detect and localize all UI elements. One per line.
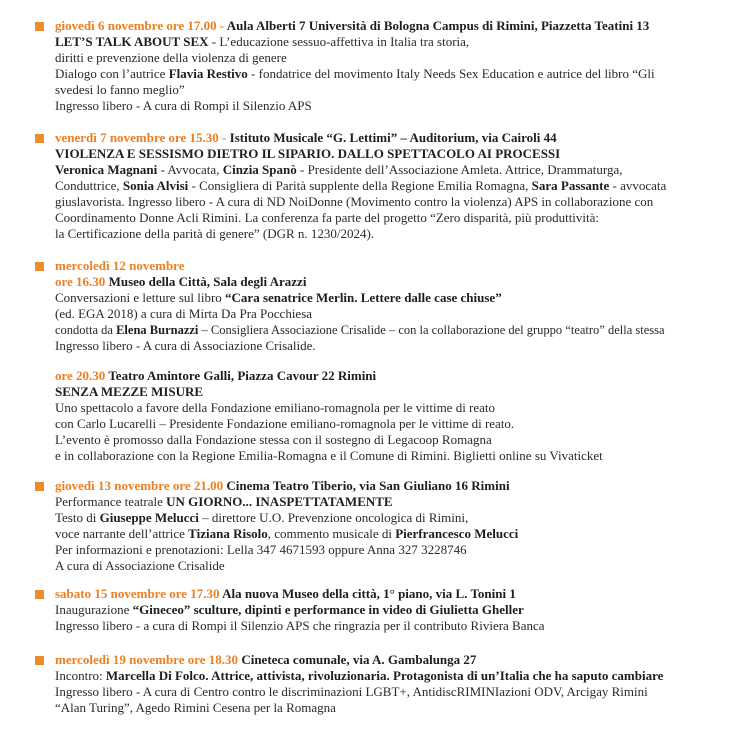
orange-square-bullet-icon: [35, 590, 44, 599]
event-venue: Istituto Musicale “G. Lettimi” – Auditorium, via Cairoli 44: [229, 130, 557, 145]
event-info: A cura di Associazione Crisalide: [55, 558, 225, 573]
event-date: giovedì 13 novembre ore 21.00: [55, 478, 224, 493]
event-6-november: giovedì 6 novembre ore 17.00 - Aula Alberti 7 Università di Bologna Campus di Rimini, Piazzetta Teatini 13 LET’S TALK ABOUT SEX - L’educazione sessuo-affettiva in Italia tra storia, diritti e prevenzione della violenza di genere Dialogo con l’autrice Flavia Restivo - fondatrice del movimento Italy Needs Sex Education e autrice del libro “Gli svedesi lo fanno meglio” Ingresso libero - A cura di Rompi il Silenzio APS: [55, 18, 735, 114]
event-7-november: venerdì 7 novembre ore 15.30 - Istituto Musicale “G. Lettimi” – Auditorium, via Cairoli 44 VIOLENZA E SESSISMO DIETRO IL SIPARIO. DALLO SPETTACOLO AI PROCESSI Veronica Magnani - Avvocata, Cinzia Spanò - Presidente dell’Associazione Amleta. Attrice, Drammaturga, Conduttrice, Sonia Alvisi - Consigliera di Parità supplente della Regione Emilia Romagna, Sara Passante - avvocata giuslavorista. Ingresso libero - A cura di ND NoiDonne (Movimento contro la violenza) APS in collaborazione con Coordinamento Donne Acli Rimini. La conferenza fa parte del progetto “Zero disparità, più produttività: la Certificazione della parità di genere” (DGR n. 1230/2024).: [55, 130, 735, 242]
event-info: Ingresso libero - A cura di Centro contro le discriminazioni LGBT+, AntidiscRIMINIazioni ODV, Arcigay Rimini: [55, 684, 648, 699]
event-title: SENZA MEZZE MISURE: [55, 384, 204, 399]
event-date: mercoledì 19 novembre ore 18.30: [55, 652, 239, 667]
event-title: VIOLENZA E SESSISMO DIETRO IL SIPARIO. DALLO SPETTACOLO AI PROCESSI: [55, 146, 561, 161]
event-venue: Cineteca comunale, via A. Gambalunga 27: [238, 652, 477, 667]
book-title: “Cara senatrice Merlin. Lettere dalle case chiuse”: [225, 290, 502, 305]
contact-info: Per informazioni e prenotazioni: Lella 347 4671593 oppure Anna 327 3228746: [55, 542, 467, 557]
event-date: mercoledì 12 novembre: [55, 258, 185, 273]
orange-square-bullet-icon: [35, 656, 44, 665]
event-venue: Ala nuova Museo della città, 1° piano, via L. Tonini 1: [219, 586, 516, 601]
event-time: ore 16.30: [55, 274, 106, 289]
event-12-november-2030: ore 20.30 Teatro Amintore Galli, Piazza Cavour 22 Rimini SENZA MEZZE MISURE Uno spettacolo a favore della Fondazione emiliano-romagnola per le vittime di reato con Carlo Lucarelli – Presidente Fondazione emiliano-romagnola per le vittime di reato. L’evento è promosso dalla Fondazione stessa con il sostegno di Legacoop Romagna e in collaborazione con la Regione Emilia-Romagna e il Comune di Rimini. Biglietti online su Vivaticket: [55, 368, 735, 464]
event-date: venerdì 7 novembre ore 15.30: [55, 130, 219, 145]
event-date: sabato 15 novembre ore 17.30: [55, 586, 220, 601]
event-19-november: mercoledì 19 novembre ore 18.30 Cineteca comunale, via A. Gambalunga 27 Incontro: Marcella Di Folco. Attrice, attivista, rivoluzionaria. Protagonista di un’Italia che ha saputo cambiare Ingresso libero - A cura di Centro contro le discriminazioni LGBT+, AntidiscRIMINIazioni ODV, Arcigay Rimini “Alan Turing”, Agedo Rimini Cesena per la Romagna: [55, 652, 735, 716]
orange-square-bullet-icon: [35, 262, 44, 271]
event-info: Ingresso libero - A cura di Associazione Crisalide.: [55, 338, 316, 353]
event-info: Ingresso libero - A cura di Rompi il Silenzio APS: [55, 98, 312, 113]
event-venue: Museo della Città, Sala degli Arazzi: [105, 274, 307, 289]
orange-square-bullet-icon: [35, 22, 44, 31]
event-title: “Gineceo” sculture, dipinti e performance in video di Giulietta Gheller: [132, 602, 524, 617]
event-13-november: giovedì 13 novembre ore 21.00 Cinema Teatro Tiberio, via San Giuliano 16 Rimini Performance teatrale UN GIORNO... INASPETTATAMENTE Testo di Giuseppe Melucci – direttore U.O. Prevenzione oncologica di Rimini, voce narrante dell’attrice Tiziana Risolo, commento musicale di Pierfrancesco Melucci Per informazioni e prenotazioni: Lella 347 4671593 oppure Anna 327 3228746 A cura di Associazione Crisalide: [55, 478, 735, 574]
event-date: giovedì 6 novembre ore 17.00: [55, 18, 217, 33]
event-15-november: sabato 15 novembre ore 17.30 Ala nuova Museo della città, 1° piano, via L. Tonini 1 Inaugurazione “Gineceo” sculture, dipinti e performance in video di Giulietta Gheller Ingresso libero - a cura di Rompi il Silenzio APS che ringrazia per il contributo Riviera Banca: [55, 586, 735, 634]
event-description: svedesi lo fanno meglio”: [55, 82, 185, 97]
event-venue: Cinema Teatro Tiberio, via San Giuliano 16 Rimini: [223, 478, 510, 493]
event-subtitle-cont: diritti e prevenzione della violenza di genere: [55, 50, 287, 65]
event-title: UN GIORNO... INASPETTATAMENTE: [166, 494, 393, 509]
speaker-name: Flavia Restivo: [168, 66, 248, 81]
event-12-november-1630: mercoledì 12 novembre ore 16.30 Museo della Città, Sala degli Arazzi Conversazioni e letture sul libro “Cara senatrice Merlin. Lettere dalle case chiuse” (ed. EGA 2018) a cura di Mirta Da Pra Pocchiesa condotta da Elena Burnazzi – Consigliera Associazione Crisalide – con la collaborazione del gruppo “teatro” della stessa Ingresso libero - A cura di Associazione Crisalide.: [55, 258, 735, 354]
event-venue: Teatro Amintore Galli, Piazza Cavour 22 Rimini: [105, 368, 377, 383]
event-title: LET’S TALK ABOUT SEX: [55, 34, 209, 49]
event-time: ore 20.30: [55, 368, 106, 383]
event-subtitle: - L’educazione sessuo-affettiva in Italia tra storia,: [208, 34, 470, 49]
event-title: Marcella Di Folco. Attrice, attivista, rivoluzionaria. Protagonista di un’Italia che ha saputo cambiare: [105, 668, 664, 683]
event-venue: Aula Alberti 7 Università di Bologna Campus di Rimini, Piazzetta Teatini 13: [226, 18, 650, 33]
event-info: Ingresso libero - a cura di Rompi il Silenzio APS che ringrazia per il contributo Riviera Banca: [55, 618, 545, 633]
orange-square-bullet-icon: [35, 482, 44, 491]
orange-square-bullet-icon: [35, 134, 44, 143]
